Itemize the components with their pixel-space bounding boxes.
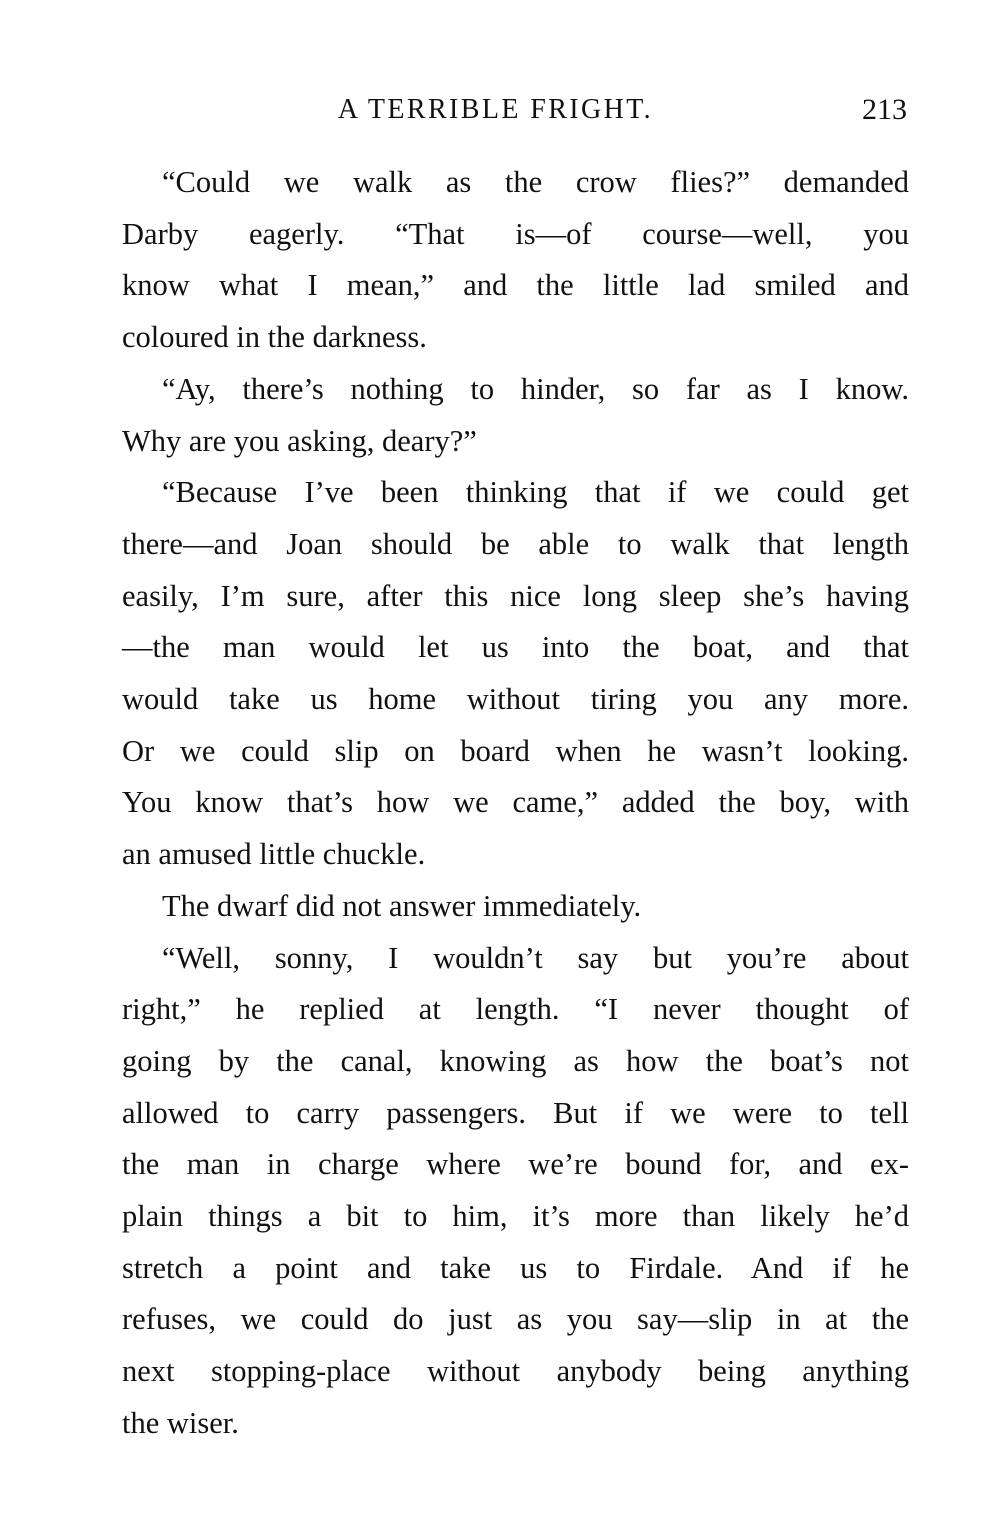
text-line: The dwarf did not answer immediately. bbox=[162, 888, 642, 923]
text-line: “Because I’ve been thinking that if we could get bbox=[162, 475, 909, 510]
text-line: Why are you asking, deary?” bbox=[122, 423, 477, 458]
running-head bbox=[82, 88, 909, 132]
paragraph bbox=[82, 157, 909, 364]
paragraph bbox=[82, 364, 909, 467]
text-line: an amused little chuckle. bbox=[122, 837, 426, 872]
text-line: would take us home without tiring you any more. bbox=[122, 682, 909, 717]
text-line: stretch a point and take us to Firdale. And if he bbox=[122, 1250, 909, 1285]
paragraph bbox=[82, 881, 909, 933]
text-line: “Well, sonny, I wouldn’t say but you’re about bbox=[162, 940, 909, 975]
text-line: going by the canal, knowing as how the boat’s not bbox=[122, 1043, 909, 1078]
text-line: allowed to carry passengers. But if we were to tell bbox=[122, 1095, 909, 1130]
text-line: coloured in the darkness. bbox=[122, 320, 427, 355]
text-line: right,” he replied at length. “I never thought of bbox=[122, 992, 909, 1027]
text-line: You know that’s how we came,” added the boy, with bbox=[122, 785, 909, 820]
text-line: know what I mean,” and the little lad smiled and bbox=[122, 268, 909, 303]
text-line: “Ay, there’s nothing to hinder, so far as I know. bbox=[162, 371, 909, 406]
text-line: refuses, we could do just as you say—slip in at the bbox=[122, 1302, 909, 1337]
text-line: “Could we walk as the crow flies?” demanded bbox=[162, 165, 909, 199]
paragraph bbox=[82, 933, 909, 1450]
text-line: easily, I’m sure, after this nice long sleep she’s having bbox=[122, 578, 909, 613]
text-line: Or we could slip on board when he wasn’t looking. bbox=[122, 733, 909, 768]
text-line: —the man would let us into the boat, and that bbox=[122, 630, 909, 665]
text-line: plain things a bit to him, it’s more than likely he’d bbox=[122, 1199, 909, 1234]
text-line: next stopping-place without anybody being anything bbox=[122, 1354, 909, 1389]
book-page bbox=[82, 0, 909, 1529]
paragraph bbox=[82, 467, 909, 881]
text-line: Darby eagerly. “That is—of course—well, you bbox=[122, 216, 909, 251]
text-line: the wiser. bbox=[122, 1405, 239, 1440]
running-title: A TERRIBLE FRIGHT. bbox=[337, 94, 654, 125]
text-line: there—and Joan should be able to walk that length bbox=[122, 526, 909, 561]
page-number: 213 bbox=[862, 93, 907, 126]
text-line: the man in charge where we’re bound for, and ex- bbox=[122, 1147, 909, 1182]
body-text bbox=[82, 157, 909, 1450]
